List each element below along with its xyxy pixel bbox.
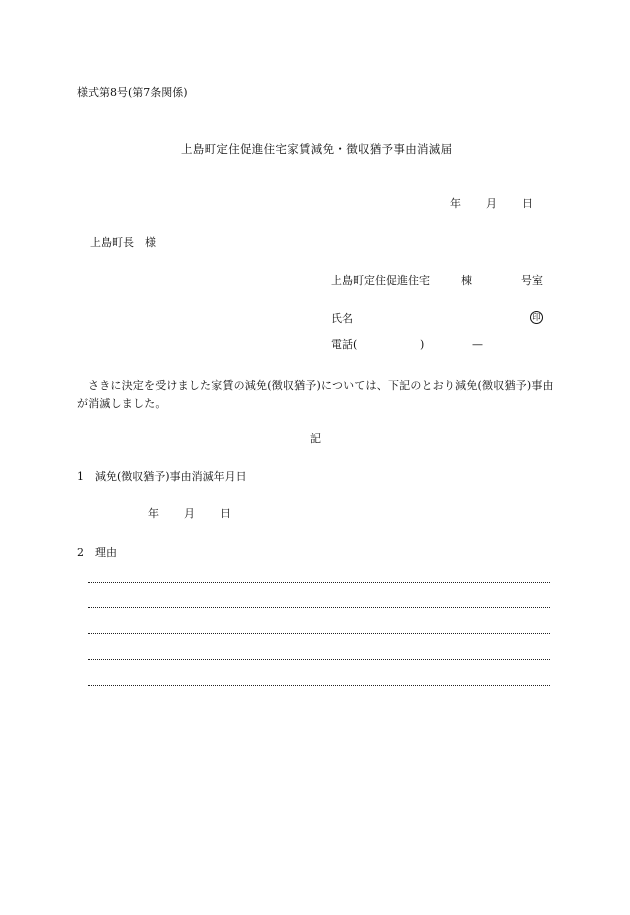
- item1-year-label: 年: [148, 507, 159, 520]
- date-day-label: 日: [522, 197, 533, 210]
- ki-heading: 記: [310, 432, 321, 445]
- item1-day-label: 日: [220, 507, 231, 520]
- item1-month-label: 月: [184, 507, 195, 520]
- phone-close-paren: ): [420, 338, 425, 351]
- reason-line: [88, 607, 550, 608]
- item1-label: 1 減免(徴収猶予)事由消滅年月日: [77, 470, 247, 483]
- room-label: 号室: [521, 274, 543, 287]
- phone-dash: —: [472, 338, 483, 351]
- reason-line: [88, 685, 550, 686]
- name-label: 氏名: [331, 312, 353, 325]
- body-paragraph: さきに決定を受けました家賃の減免(徴収猶予)については、下記のとおり減免(徴収猶予)事由が消滅しました。: [77, 379, 554, 410]
- addressee: 上島町長 様: [90, 236, 156, 249]
- document-title: 上島町定住促進住宅家賃減免・徴収猶予事由消滅届: [181, 142, 453, 156]
- reason-line: [88, 633, 550, 634]
- building-label: 棟: [461, 274, 472, 287]
- date-year-label: 年: [450, 197, 461, 210]
- item2-label: 2 理由: [77, 546, 117, 559]
- reason-line: [88, 582, 550, 583]
- date-month-label: 月: [486, 197, 497, 210]
- phone-label: 電話(: [331, 338, 358, 351]
- housing-name: 上島町定住促進住宅: [331, 274, 430, 287]
- form-number: 様式第8号(第7条関係): [77, 86, 188, 99]
- reason-line: [88, 659, 550, 660]
- seal-mark: 印: [530, 311, 543, 324]
